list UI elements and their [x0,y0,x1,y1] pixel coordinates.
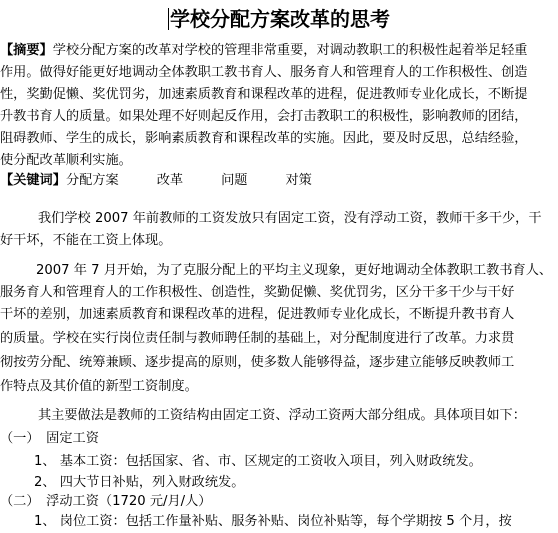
keyword-item: 改革 [156,173,184,188]
keyword-item: 对策 [285,173,312,188]
paragraph-2-line-1: 2007 年 7 月开始，为了克服分配上的平均主义现象，更好地调动全体教职工教书育人、 [36,263,553,278]
keyword-item: 问题 [221,173,248,188]
title-text: 学校分配方案改革的思考 [170,7,390,31]
document-title [0,6,558,32]
abstract-line-1 [0,40,528,62]
keywords-line [0,170,312,192]
paragraph-2-line-4: 的质量。学校在实行岗位责任制与教师聘任制的基础上，对分配制度进行了改革。力求贯 [0,331,515,346]
abstract-label: 【摘要】 [0,43,53,58]
section-fixed-heading: （一） 固定工资 [0,431,99,446]
section-fixed-item-2: 2、 四大节日补贴，列入财政统发。 [34,475,245,490]
abstract-line-3: 性，奖勤促懒、奖优罚劣，加速素质教育和课程改革的进程，促进教师专业化成长，不断提 [0,87,528,102]
paragraph-1-line-2: 好干坏，不能在工资上体现。 [0,233,172,248]
abstract-line-4: 升教书育人的质量。如果处理不好则起反作用，会打击教职工的积极性，影响教师的团结， [0,109,528,124]
paragraph-2-line-6: 作特点及其价值的新型工资制度。 [0,379,198,394]
paragraph-2-line-2: 服务育人和管理育人的工作积极性、创造性，奖勤促懒、奖优罚劣，区分干多干少与干好 [0,285,515,300]
text-cursor [168,8,169,30]
paragraph-2-line-3: 干坏的差别，加速素质教育和课程改革的进程，促进教师专业化成长，不断提升教书育人 [0,307,515,322]
section-floating-heading: （二） 浮动工资（1720 元/月/人） [0,494,212,509]
abstract-line-5: 阻碍教师、学生的成长，影响素质教育和课程改革的实施。因此，要及时反思，总结经验， [0,131,528,146]
keywords-label: 【关键词】 [0,173,66,188]
paragraph-3-line-1: 其主要做法是教师的工资结构由固定工资、浮动工资两大部分组成。具体项目如下： [38,408,526,423]
abstract-text-1: 学校分配方案的改革对学校的管理非常重要，对调动教职工的积极性起着举足轻重 [52,43,528,58]
paragraph-2-line-5: 彻按劳分配、统筹兼顾、逐步提高的原则，使多数人能够得益，逐步建立能够反映教师工 [0,355,515,370]
abstract-line-2: 作用。做得好能更好地调动全体教职工教书育人、服务育人和管理育人的工作积极性、创造 [0,65,528,80]
abstract-line-6: 使分配改革顺利实施。 [0,153,132,168]
section-floating-item-1: 1、 岗位工资：包括工作量补贴、服务补贴、岗位补贴等，每个学期按 5 个月，按 [34,514,512,529]
section-fixed-item-1: 1、 基本工资：包括国家、省、市、区规定的工资收入项目，列入财政统发。 [34,454,482,469]
paragraph-1-line-1: 我们学校 2007 年前教师的工资发放只有固定工资，没有浮动工资，教师干多干少，干 [38,211,542,226]
keyword-item: 分配方案 [65,173,119,188]
